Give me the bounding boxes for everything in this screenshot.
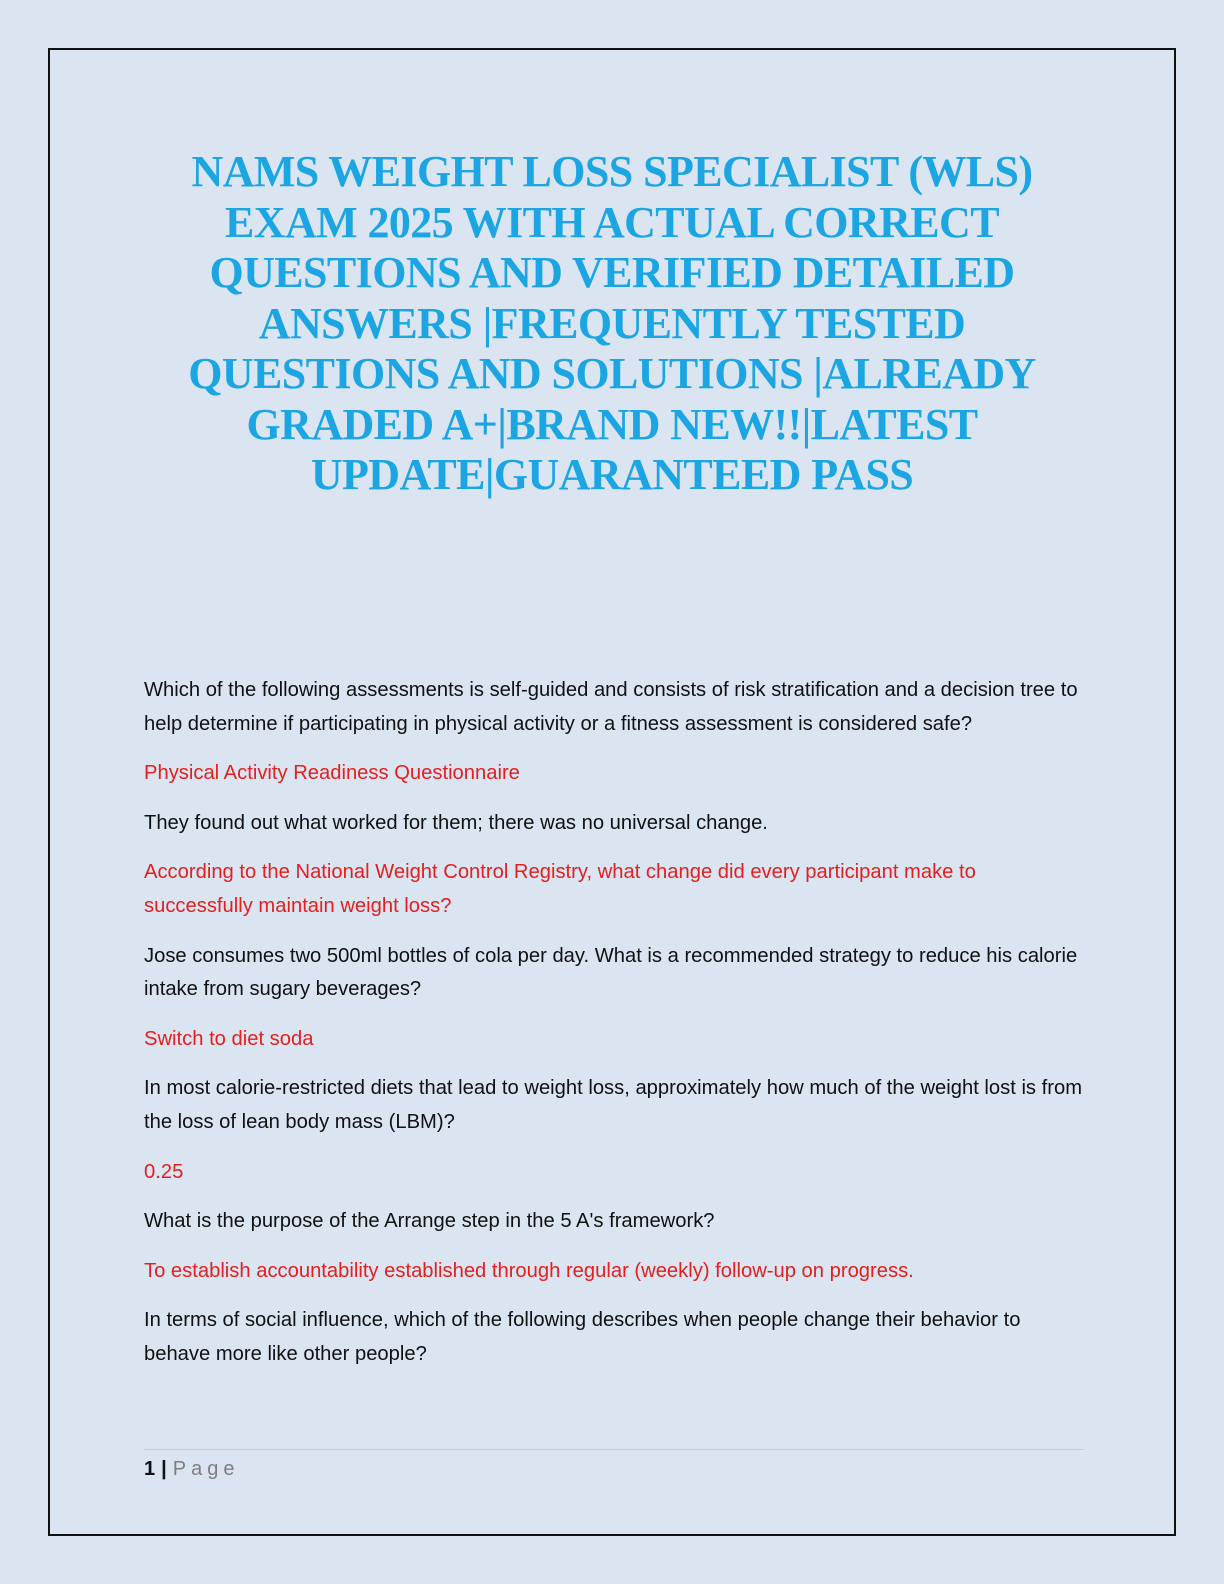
answer-paragraph: To establish accountability established through regular (weekly) follow-up on progress. bbox=[144, 1259, 914, 1282]
title-line: UPDATE|GUARANTEED PASS bbox=[310, 450, 914, 499]
title-line: QUESTIONS AND SOLUTIONS |ALREADY bbox=[188, 349, 1036, 398]
title-line: NAMS WEIGHT LOSS SPECIALIST (WLS) bbox=[191, 147, 1033, 196]
title-line: QUESTIONS AND VERIFIED DETAILED bbox=[209, 248, 1015, 297]
question-paragraph: Jose consumes two 500ml bottles of cola per day. What is a recommended strategy to reduce his calorie intake from sugary beverages? bbox=[144, 944, 1078, 1001]
question-paragraph: Which of the following assessments is self-guided and consists of risk stratification and a decision tree to help determine if participating in physical activity or a fitness assessment is considered safe? bbox=[144, 679, 1078, 735]
page-footer bbox=[144, 1456, 239, 1482]
title-line: ANSWERS |FREQUENTLY TESTED bbox=[258, 298, 966, 348]
footer-separator: | bbox=[161, 1458, 167, 1480]
footer-divider bbox=[144, 1449, 1084, 1450]
answer-paragraph: According to the National Weight Control Registry, what change did every participant make to successfully maintain weight loss? bbox=[144, 861, 976, 917]
question-paragraph: In terms of social influence, which of the following describes when people change their behavior to behave more like other people? bbox=[144, 1309, 1021, 1365]
question-paragraph: They found out what worked for them; there was no universal change. bbox=[144, 811, 768, 834]
page-number: 1 bbox=[144, 1458, 156, 1480]
answer-paragraph: Switch to diet soda bbox=[144, 1027, 314, 1050]
question-paragraph: In most calorie-restricted diets that lead to weight loss, approximately how much of the weight lost is from the loss of lean body mass (LBM)? bbox=[144, 1077, 1083, 1133]
question-paragraph: What is the purpose of the Arrange step in the 5 A's framework? bbox=[144, 1210, 715, 1233]
qa-content bbox=[144, 674, 1084, 1388]
document-title bbox=[150, 147, 1074, 501]
page-label: Page bbox=[172, 1458, 240, 1480]
answer-paragraph: Physical Activity Readiness Questionnaire bbox=[144, 762, 520, 785]
title-line: GRADED A+|BRAND NEW!!|LATEST bbox=[246, 399, 978, 449]
title-line: EXAM 2025 WITH ACTUAL CORRECT bbox=[225, 197, 999, 247]
answer-paragraph: 0.25 bbox=[144, 1160, 184, 1183]
